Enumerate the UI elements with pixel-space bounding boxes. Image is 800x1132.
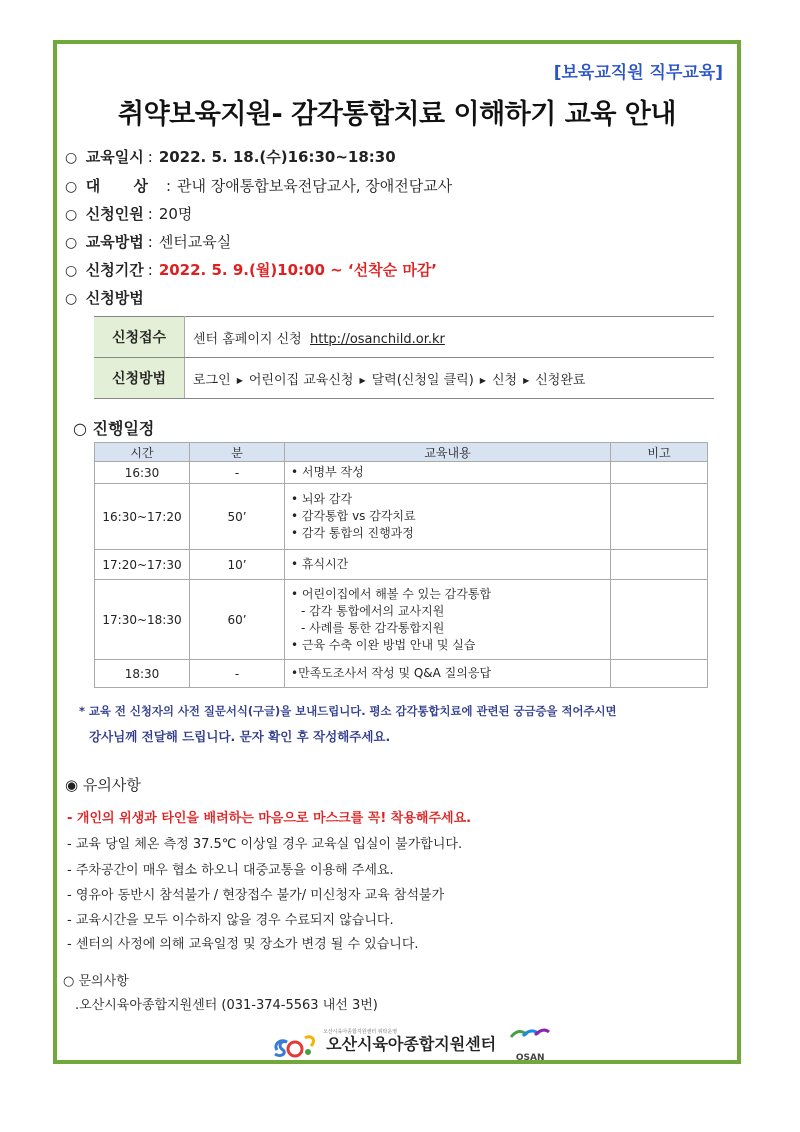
time-cell: 17:20~17:30 <box>95 550 190 580</box>
logo-text: 오산시육아종합지원센터 <box>326 1034 497 1054</box>
content-line: • 뇌와 감각 <box>291 492 353 506</box>
note-cell <box>611 462 708 484</box>
inquiry-title <box>63 970 129 989</box>
info-label: 신청방법 <box>85 289 144 307</box>
content-line: •만족도조사서 작성 및 Q&A 질의응답 <box>291 666 492 680</box>
time-cell: 18:30 <box>95 660 190 688</box>
content-cell <box>285 550 611 580</box>
note-cell <box>611 660 708 688</box>
info-row-target: ○ 대 상 : 관내 장애통합보육전담교사, 장애전담교사 <box>65 177 453 195</box>
circle-bullet-icon: ○ <box>65 291 78 307</box>
content-line: • 서명부 작성 <box>291 465 364 479</box>
content-cell <box>285 484 611 550</box>
content-line: • 감각 통합의 진행과정 <box>291 526 414 540</box>
pre-question-note <box>79 698 616 750</box>
content-line: • 휴식시간 <box>291 557 349 571</box>
page-title: 취약보육지원- 감각통합치료 이해하기 교육 안내 <box>118 99 676 130</box>
info-label: 대 상 <box>85 177 162 195</box>
step-label: 달력(신청일 클릭) <box>371 372 474 388</box>
content-line: - 사례를 통한 감각통합지원 <box>301 620 445 635</box>
minutes-cell: - <box>190 660 285 688</box>
step-label: 신청 <box>491 372 518 388</box>
apply-steps-cell <box>185 358 715 399</box>
city-logo-text: OSAN <box>515 1053 545 1063</box>
step-label: 신청완료 <box>535 372 586 388</box>
info-value: 2022. 5. 9.(월)10:00 ~ ‘선착순 마감’ <box>158 261 438 279</box>
table-row <box>95 462 708 484</box>
circle-bullet-icon: ○ <box>73 419 93 438</box>
category-label: [보육교직원 직무교육] <box>553 63 723 83</box>
info-label: 신청기간 <box>85 261 144 279</box>
circle-bullet-icon: ○ <box>65 263 78 279</box>
bullseye-icon: ◉ <box>65 776 83 794</box>
table-row <box>95 660 708 688</box>
info-row-apply-method <box>65 287 144 308</box>
homepage-link[interactable]: http://osanchild.or.kr <box>310 331 445 347</box>
info-label: 교육일시 <box>85 148 144 166</box>
time-cell: 16:30~17:20 <box>95 484 190 550</box>
info-row-date: ○ 교육일시 : 2022. 5. 18.(수)16:30~18:30 <box>65 148 396 166</box>
circle-bullet-icon: ○ <box>63 974 79 989</box>
content-cell <box>285 462 611 484</box>
info-row-method: ○ 교육방법 : 센터교육실 <box>65 233 232 251</box>
table-row <box>95 550 708 580</box>
note-line: 강사님께 전달해 드립니다. 문자 확인 후 작성해주세요. <box>89 729 391 744</box>
triangle-right-icon: ▶ <box>523 375 530 385</box>
table-row <box>95 580 708 660</box>
note-cell <box>611 484 708 550</box>
circle-bullet-icon: ○ <box>65 235 78 251</box>
table-row <box>94 358 714 399</box>
document-frame <box>53 40 741 1064</box>
info-value: 관내 장애통합보육전담교사, 장애전담교사 <box>177 177 453 195</box>
center-logo-icon <box>271 1030 321 1060</box>
time-cell: 17:30~18:30 <box>95 580 190 660</box>
circle-bullet-icon: ○ <box>65 179 78 195</box>
content-line: • 감각통합 vs 감각치료 <box>291 509 416 523</box>
schedule-table <box>94 442 708 688</box>
info-value: 센터교육실 <box>158 233 232 251</box>
center-logo <box>271 1026 551 1064</box>
triangle-right-icon: ▶ <box>359 375 366 385</box>
circle-bullet-icon: ○ <box>65 207 78 223</box>
notice-item: - 영유아 동반시 참석불가 / 현장접수 불가/ 미신청자 교육 참석불가 <box>67 888 445 903</box>
circle-bullet-icon: ○ <box>65 150 78 166</box>
minutes-cell: - <box>190 462 285 484</box>
info-value: 20명 <box>158 205 193 223</box>
content-cell <box>285 660 611 688</box>
info-row-period: ○ 신청기간 : 2022. 5. 9.(월)10:00 ~ ‘선착순 마감’ <box>65 261 438 279</box>
minutes-cell: 10’ <box>190 550 285 580</box>
content-line: - 감각 통합에서의 교사지원 <box>301 603 445 618</box>
content-line: • 어린이집에서 해볼 수 있는 감각통합 <box>291 586 492 601</box>
content-cell <box>285 580 611 660</box>
note-cell <box>611 550 708 580</box>
step-label: 어린이집 교육신청 <box>248 372 354 388</box>
table-header-row <box>95 443 708 462</box>
apply-receipt-head: 신청접수 <box>94 317 185 358</box>
notice-item: - 개인의 위생과 타인을 배려하는 마음으로 마스크를 꼭! 착용해주세요. <box>67 811 472 826</box>
table-row <box>94 317 714 358</box>
apply-receipt-cell <box>185 317 715 358</box>
col-header-min: 분 <box>190 443 285 462</box>
table-row <box>95 484 708 550</box>
content-line: • 근육 수축 이완 방법 안내 및 실습 <box>291 637 476 652</box>
note-line: * 교육 전 신청자의 사전 질문서식(구글)을 보내드립니다. 평소 감각통합치료에 관련된 궁금증을 적어주시면 <box>79 704 617 718</box>
notice-item: - 주차공간이 매우 협소 하오니 대중교통을 이용해 주세요. <box>67 863 394 878</box>
col-header-content: 교육내용 <box>285 443 611 462</box>
info-value: 2022. 5. 18.(수)16:30~18:30 <box>158 148 396 166</box>
wave-icon <box>509 1027 551 1041</box>
notice-item: - 센터의 사정에 의해 교육일정 및 장소가 변경 될 수 있습니다. <box>67 937 419 952</box>
info-label: 교육방법 <box>85 233 144 251</box>
col-header-time: 시간 <box>95 443 190 462</box>
col-header-note: 비고 <box>611 443 708 462</box>
notice-title-text: 유의사항 <box>82 776 141 794</box>
apply-method-head: 신청방법 <box>94 358 185 399</box>
info-label: 신청인원 <box>85 205 144 223</box>
triangle-right-icon: ▶ <box>236 375 243 385</box>
city-logo <box>509 1026 551 1064</box>
triangle-right-icon: ▶ <box>479 375 486 385</box>
notice-item: - 교육시간을 모두 이수하지 않을 경우 수료되지 않습니다. <box>67 913 394 928</box>
minutes-cell: 50’ <box>190 484 285 550</box>
step-label: 로그인 <box>193 372 231 388</box>
inquiry-title-text: 문의사항 <box>78 974 129 989</box>
info-row-capacity: ○ 신청인원 : 20명 <box>65 205 193 223</box>
schedule-title <box>73 416 154 439</box>
notice-title <box>65 774 141 795</box>
minutes-cell: 60’ <box>190 580 285 660</box>
time-cell: 16:30 <box>95 462 190 484</box>
logo-subtext: 오산시육아종합지원센터 위탁운영 <box>323 1029 398 1035</box>
note-cell <box>611 580 708 660</box>
inquiry-contact: .오산시육아종합지원센터 (031-374-5563 내선 3번) <box>75 998 378 1013</box>
notice-item: - 교육 당일 체온 측정 37.5℃ 이상일 경우 교육실 입실이 불가합니다. <box>67 837 463 852</box>
apply-receipt-text: 센터 홈페이지 신청 <box>193 331 302 347</box>
apply-method-table <box>94 316 714 399</box>
schedule-title-text: 진행일정 <box>92 419 155 438</box>
